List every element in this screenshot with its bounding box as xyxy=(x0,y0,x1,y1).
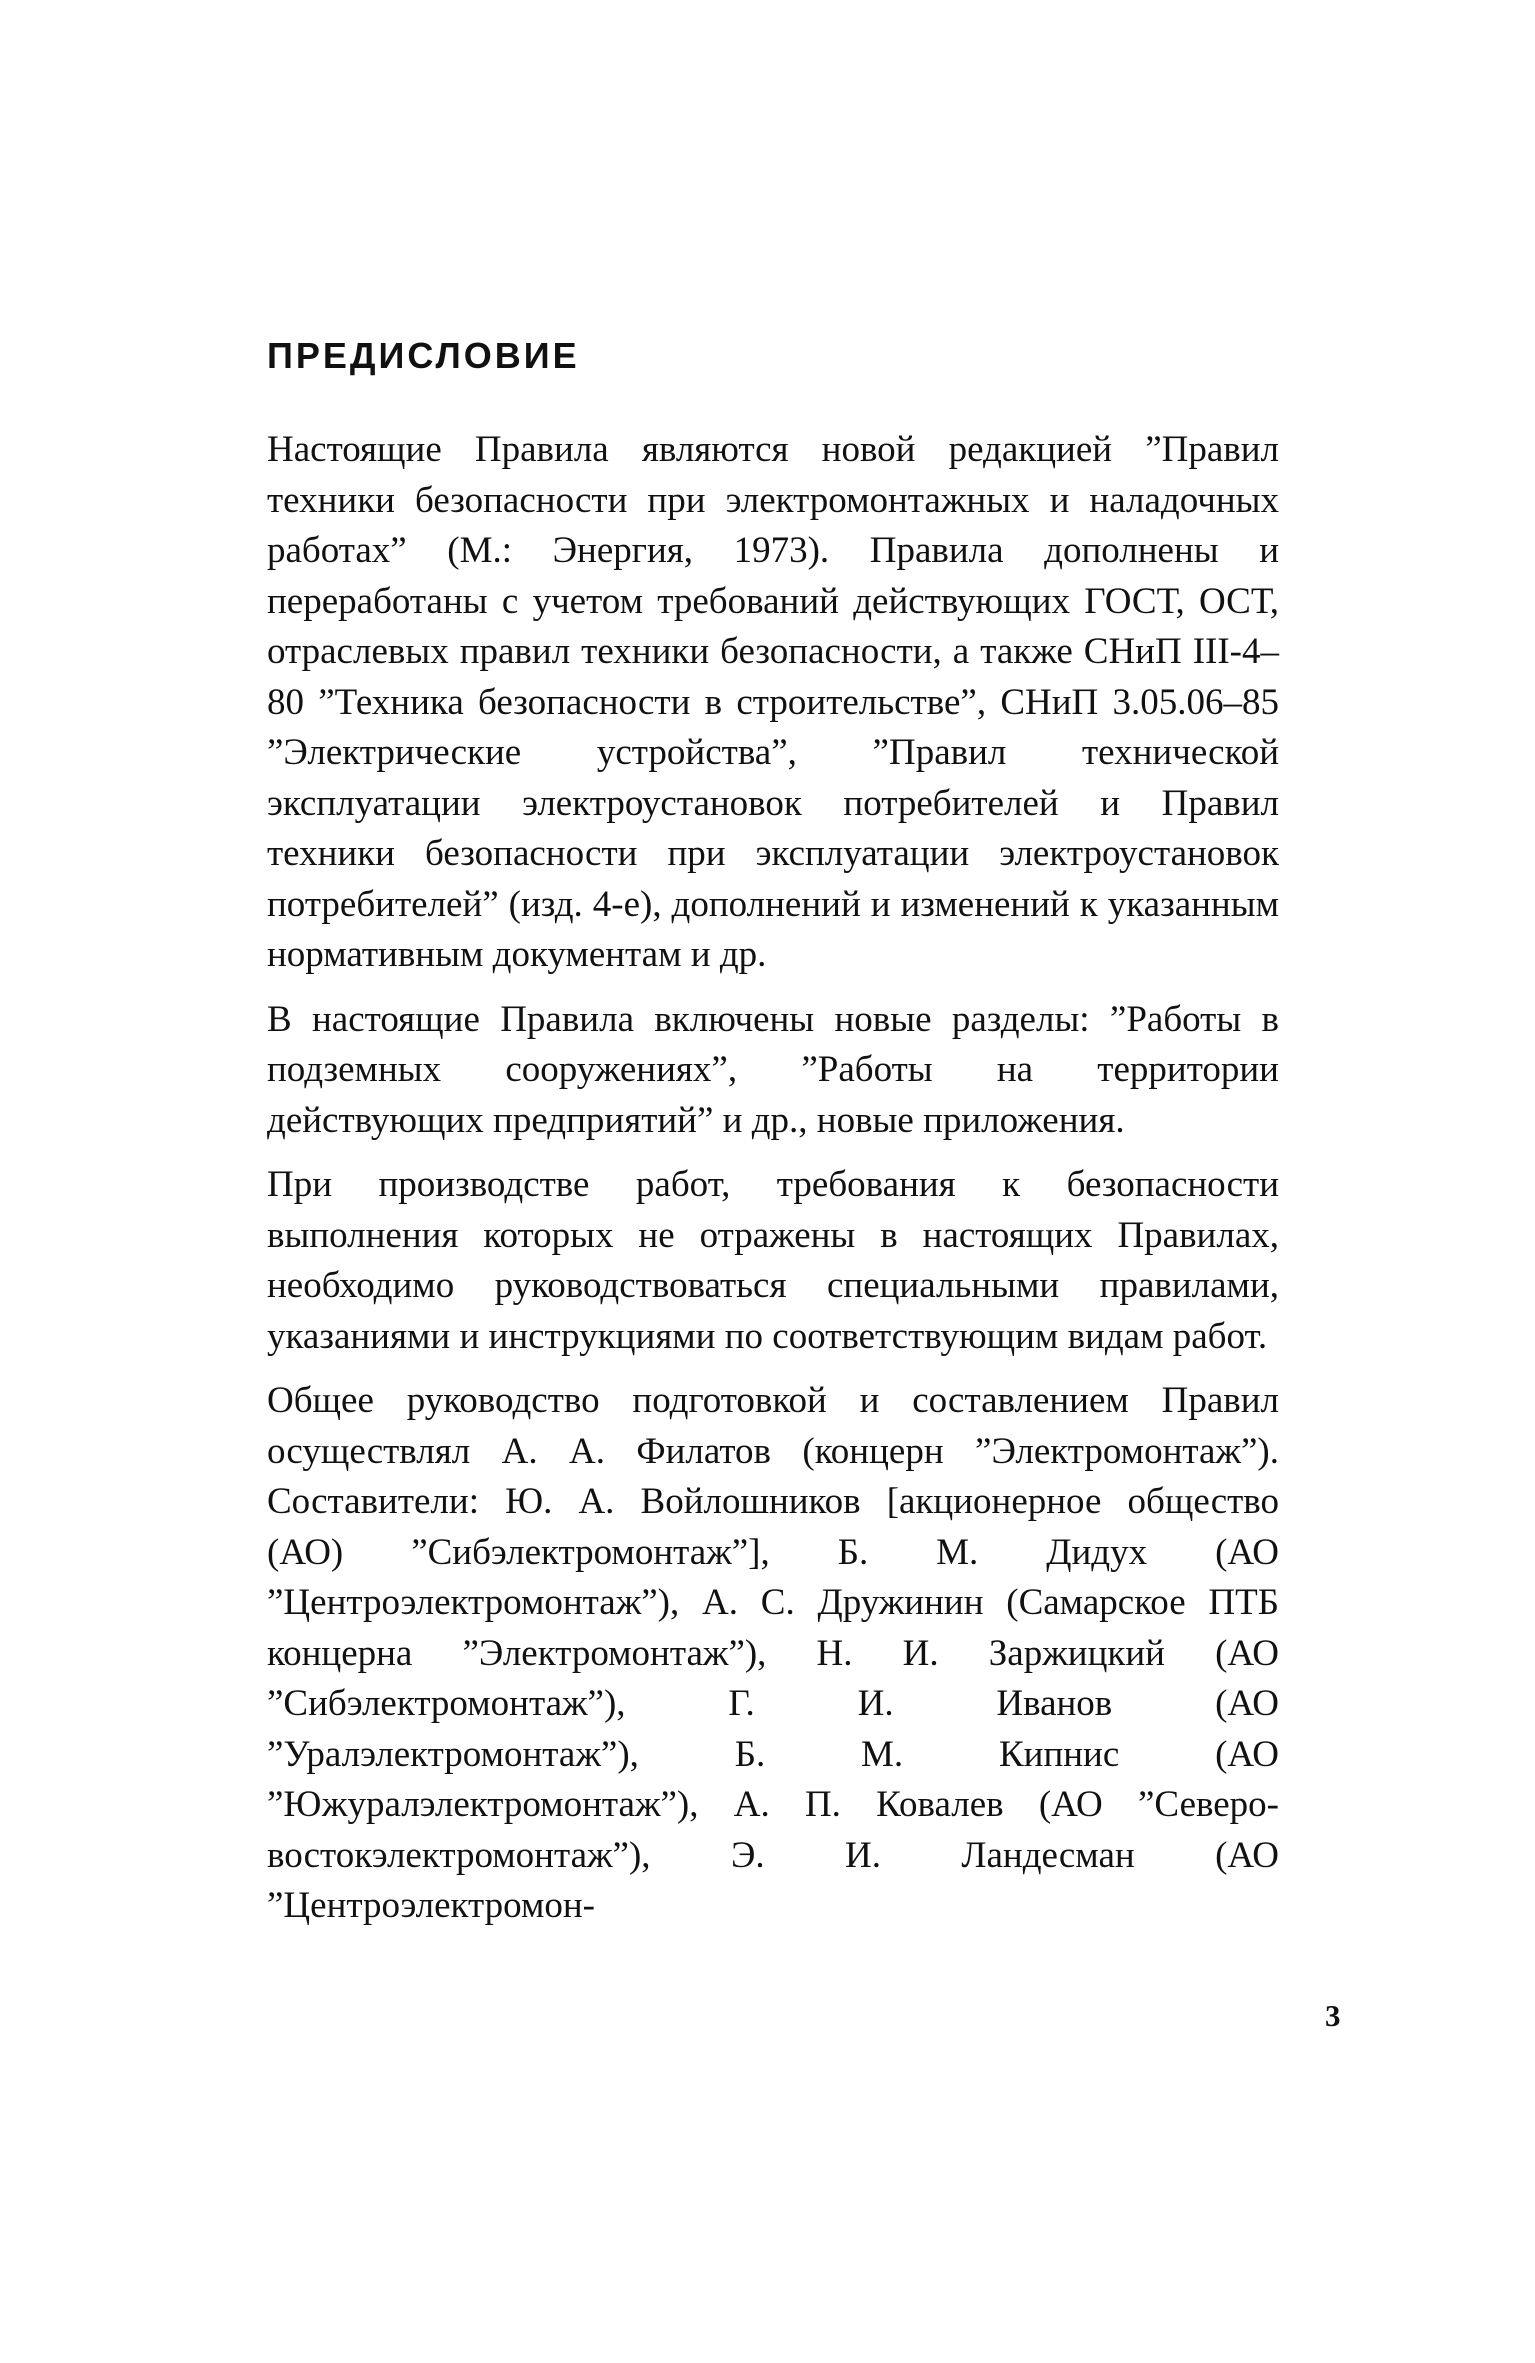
paragraph-1: Настоящие Правила являются новой редакцией ”Правил техники безопасности при электромонтажных и наладочных работах” (М.: Энергия, 1973). Правила дополнены и переработаны с учетом требований действующих ГОСТ, ОСТ, отраслевых правил техники безопасности, а также СНиП III-4–80 ”Техника безопасности в строительстве”, СНиП 3.05.06–85 ”Электрические устройства”, ”Правил технической эксплуатации электроустановок потребителей и Правил техники безопасности при эксплуатации электроустановок потребителей” (изд. 4-е), дополнений и изменений к указанным нормативным документам и др. xyxy=(267,429,1279,975)
page-number: 3 xyxy=(1325,1998,1341,2033)
body-text xyxy=(267,425,1279,1946)
paragraph-2: В настоящие Правила включены новые разделы: ”Работы в подземных сооружениях”, ”Работы на территории действующих предприятий” и др., новые приложения. xyxy=(267,998,1279,1141)
paragraph-3: При производстве работ, требования к безопасности выполнения которых не отражены в настоящих Правилах, необходимо руководствоваться специальными правилами, указаниями и инструкциями по соответствующим видам работ. xyxy=(267,1164,1279,1357)
section-heading: ПРЕДИСЛОВИЕ xyxy=(267,335,580,376)
paragraph-4: Общее руководство подготовкой и составлением Правил осуществлял А. А. Филатов (концерн ”Электромонтаж”). Составители: Ю. А. Войлошников [акционерное общество (АО) ”Сибэлектромонтаж”], Б. М. Дидух (АО ”Центроэлектромонтаж”), А. С. Дружинин (Самарское ПТБ концерна ”Электромонтаж”), Н. И. Заржицкий (АО ”Сибэлектромонтаж”), Г. И. Иванов (АО ”Уралэлектромонтаж”), Б. М. Кипнис (АО ”Южуралэлектромонтаж”), А. П. Ковалев (АО ”Северо-востокэлектромонтаж”), Э. И. Ландесман (АО ”Центроэлектромон- xyxy=(267,1380,1279,1926)
